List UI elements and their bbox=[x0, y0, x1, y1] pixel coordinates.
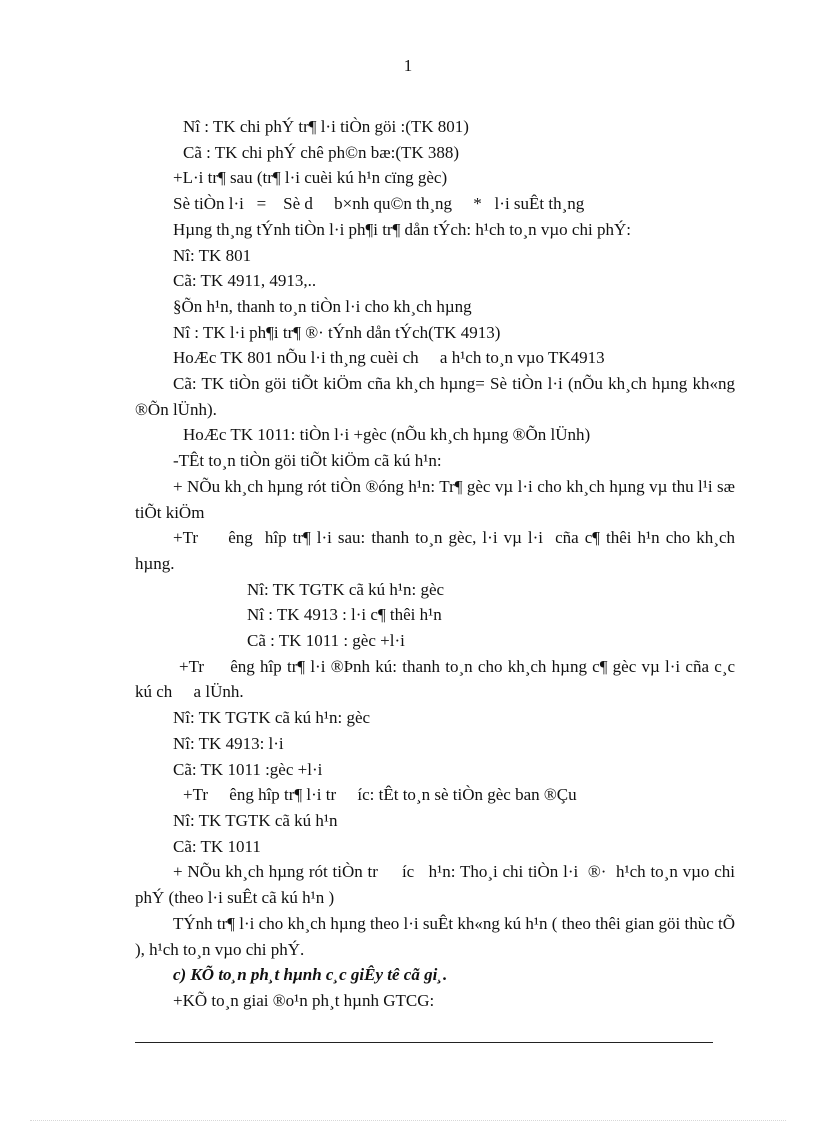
footer-rule bbox=[135, 1042, 713, 1043]
text-line: HoÆc TK 801 nÕu l·i th¸ng cuèi ch a h¹ch to¸n vµo TK4913 bbox=[173, 348, 605, 368]
paragraph: Cã: TK tiÒn göi tiÕt kiÖm cña kh¸ch hµng= Sè tiÒn l·i (nÕu kh¸ch hµng kh«ng ®Õn lÜnh). bbox=[135, 374, 735, 419]
text-line: Nî : TK chi phÝ tr¶ l·i tiÒn göi :(TK 801) bbox=[183, 117, 469, 136]
text-line: Nî: TK 801 bbox=[173, 245, 252, 265]
text-line: Cã: TK 1011 bbox=[173, 836, 261, 856]
text-line: Hµng th¸ng tÝnh tiÒn l·i ph¶i tr¶ dån tÝch: h¹ch to¸n vµo chi phÝ: bbox=[173, 219, 631, 239]
section-heading: c) KÕ to¸n ph¸t hµnh c¸c giÊy tê cã gi¸. bbox=[173, 965, 448, 985]
text-line: +Tr êng hîp tr¶ l·i tr íc: tÊt to¸n sè tiÒn gèc ban ®Çu bbox=[183, 785, 577, 805]
text-line: Cã : TK chi phÝ chê ph©n bæ:(TK 388) bbox=[183, 142, 460, 162]
text-line: +L·i tr¶ sau (tr¶ l·i cuèi kú h¹n cïng gèc) bbox=[173, 168, 448, 188]
text-line: Cã : TK 1011 : gèc +l·i bbox=[247, 631, 405, 651]
text-line: Nî: TK TGTK cã kú h¹n bbox=[173, 810, 338, 830]
text-line: Cã: TK 1011 :gèc +l·i bbox=[173, 759, 323, 779]
text-line: Cã: TK 4911, 4913,.. bbox=[173, 271, 317, 291]
text-line: Nî: TK 4913: l·i bbox=[173, 733, 284, 753]
text-line: Nî : TK l·i ph¶i tr¶ ®· tÝnh dån tÝch(TK 4913) bbox=[173, 322, 501, 342]
paragraph: TÝnh tr¶ l·i cho kh¸ch hµng theo l·i suÊt kh«ng kú h¹n ( theo thêi gian göi thùc tÕ ), h¹ch to¸n vµo chi phÝ. bbox=[135, 913, 735, 959]
paragraph: + NÕu kh¸ch hµng rót tiÒn ®óng h¹n: Tr¶ gèc vµ l·i cho kh¸ch hµng vµ thu l¹i sæ tiÕt kiÖm bbox=[135, 476, 735, 522]
text-line: §Õn h¹n, thanh to¸n tiÒn l·i cho kh¸ch hµng bbox=[173, 296, 472, 316]
document-body bbox=[135, 114, 740, 1014]
text-line: Nî: TK TGTK cã kú h¹n: gèc bbox=[247, 579, 445, 599]
formula-line: Sè tiÒn l·i = Sè d b×nh qu©n th¸ng * l·i suÊt th¸ng bbox=[173, 194, 585, 214]
text-line: HoÆc TK 1011: tiÒn l·i +gèc (nÕu kh¸ch hµng ®Õn lÜnh) bbox=[183, 425, 591, 445]
paragraph: +Tr êng hîp tr¶ l·i ®Þnh kú: thanh to¸n cho kh¸ch hµng c¶ gèc vµ l·i cña c¸c kú ch a lÜnh. bbox=[135, 656, 740, 702]
paragraph: + NÕu kh¸ch hµng rót tiÒn tr íc h¹n: Tho¸i chi tiÒn l·i ®· h¹ch to¸n vµo chi phÝ (theo l·i suÊt cã kú h¹n ) bbox=[135, 862, 740, 908]
text-line: Nî : TK 4913 : l·i c¶ thêi h¹n bbox=[247, 605, 442, 625]
text-line: +KÕ to¸n giai ®o¹n ph¸t hµnh GTCG: bbox=[173, 990, 435, 1010]
text-line: -TÊt to¸n tiÒn göi tiÕt kiÖm cã kú h¹n: bbox=[173, 451, 442, 471]
paragraph: +Tr êng hîp tr¶ l·i sau: thanh to¸n gèc, l·i vµ l·i cña c¶ thêi h¹n cho kh¸ch hµng. bbox=[135, 528, 740, 573]
text-line: Nî: TK TGTK cã kú h¹n: gèc bbox=[173, 708, 371, 728]
page-number: 1 bbox=[403, 56, 413, 75]
page-edge-divider bbox=[30, 1120, 786, 1121]
